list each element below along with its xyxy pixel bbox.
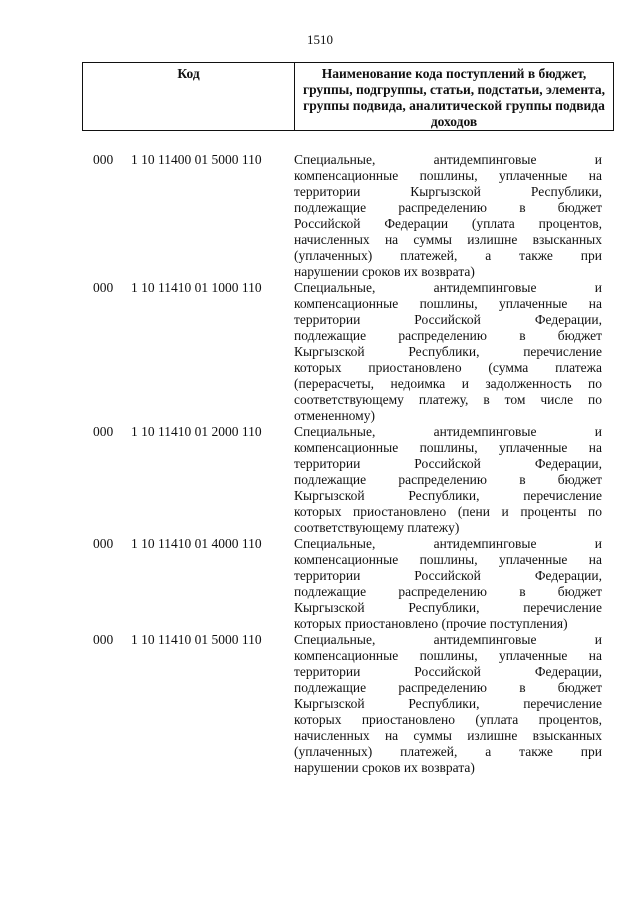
table-row [0,280,640,424]
income-code: 1 10 11400 01 5000 110 [131,152,262,167]
description-line: (перерасчеты, недоимка и задолженность по [294,376,602,391]
description-line: (уплаченных) платежей, а также при [294,744,602,759]
table-row [0,424,640,536]
description-line: которых приостановлено (сумма платежа [294,360,602,375]
description-line: (уплаченных) платежей, а также при [294,248,602,263]
table-row [0,536,640,632]
description-line: начисленных на суммы излишне взысканных [294,728,602,743]
description-line: соответствующему платежу, в том числе по [294,392,602,407]
description-line: отмененному) [294,408,375,423]
admin-code: 000 [93,280,114,295]
admin-code: 000 [93,632,114,647]
income-description [294,536,602,632]
description-line: нарушении сроков их возврата) [294,264,475,279]
description-line: подлежащие распределению в бюджет [294,200,602,215]
description-line: Специальные, антидемпинговые и [294,632,602,647]
income-code: 1 10 11410 01 2000 110 [131,424,262,439]
admin-code: 000 [93,152,114,167]
description-line: компенсационные пошлины, уплаченные на [294,648,602,663]
description-line: нарушении сроков их возврата) [294,760,475,775]
description-line: начисленных на суммы излишне взысканных [294,232,602,247]
description-line: которых приостановлено (прочие поступления) [294,616,568,631]
description-line: компенсационные пошлины, уплаченные на [294,552,602,567]
income-code: 1 10 11410 01 5000 110 [131,632,262,647]
description-line: Кыргызской Республики, перечисление [294,488,602,503]
description-line: подлежащие распределению в бюджет [294,472,602,487]
description-line: территории Российской Федерации, [294,664,602,679]
description-line: компенсационные пошлины, уплаченные на [294,296,602,311]
description-line: которых приостановлено (уплата процентов, [294,712,602,727]
income-description [294,152,602,280]
description-line: компенсационные пошлины, уплаченные на [294,168,602,183]
description-line: территории Кыргызской Республики, [294,184,602,199]
description-line: Специальные, антидемпинговые и [294,536,602,551]
income-code: 1 10 11410 01 4000 110 [131,536,262,551]
description-line: подлежащие распределению в бюджет [294,584,602,599]
description-line: Специальные, антидемпинговые и [294,152,602,167]
description-line: Кыргызской Республики, перечисление [294,344,602,359]
description-line: компенсационные пошлины, уплаченные на [294,440,602,455]
description-line: территории Российской Федерации, [294,568,602,583]
admin-code: 000 [93,424,114,439]
income-description [294,280,602,424]
description-line: территории Российской Федерации, [294,456,602,471]
description-line: подлежащие распределению в бюджет [294,680,602,695]
income-description [294,424,602,536]
table-row [0,152,640,280]
name-column-header: Наименование кода поступлений в бюджет, группы, подгруппы, статьи, подстатьи, элемента, группы подвида, аналитической группы подвида доходов [295,63,614,131]
description-line: которых приостановлено (пени и проценты по [294,504,602,519]
description-line: соответствующему платежу) [294,520,460,535]
header-row [83,63,614,131]
admin-code: 000 [93,536,114,551]
header-table [82,62,614,131]
description-line: Кыргызской Республики, перечисление [294,696,602,711]
description-line: Кыргызской Республики, перечисление [294,600,602,615]
description-line: территории Российской Федерации, [294,312,602,327]
income-description [294,632,602,776]
description-line: Российской Федерации (уплата процентов, [294,216,602,231]
income-code: 1 10 11410 01 1000 110 [131,280,262,295]
code-column-header: Код [83,63,295,131]
description-line: Специальные, антидемпинговые и [294,424,602,439]
description-line: подлежащие распределению в бюджет [294,328,602,343]
description-line: Специальные, антидемпинговые и [294,280,602,295]
table-row [0,632,640,776]
income-codes-list [0,152,640,776]
page-number: 1510 [307,32,333,47]
